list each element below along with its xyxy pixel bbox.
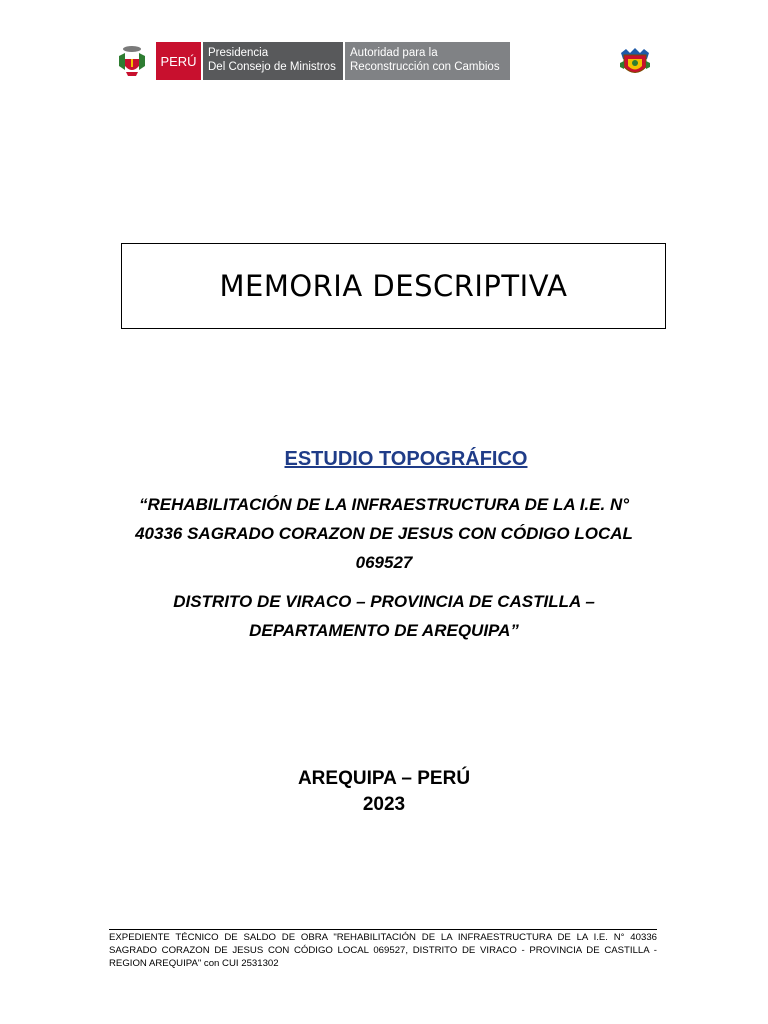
page-footer: EXPEDIENTE TÉCNICO DE SALDO DE OBRA "REHABILITACIÓN DE LA INFRAESTRUCTURA DE LA I.E. N° 40336 SAGRADO CORAZON DE JESUS CON CÓDIGO LOCAL 069527, DISTRITO DE VIRACO - PROVINCIA DE CASTILLA - REGION AREQUIPA" con CUI 2531302 <box>109 929 657 970</box>
place-and-year <box>0 766 768 818</box>
project-title <box>110 490 658 577</box>
project-title-line-2: 40336 SAGRADO CORAZON DE JESUS CON CÓDIGO LOCAL <box>135 524 633 543</box>
district-line-1: DISTRITO DE VIRACO – PROVINCIA DE CASTILLA – <box>173 592 595 611</box>
pcm-line-2: Del Consejo de Ministros <box>208 61 336 73</box>
peru-coat-of-arms-icon <box>115 44 149 78</box>
arcc-logo-box <box>345 42 510 80</box>
arcc-line-2: Reconstrucción con Cambios <box>350 61 500 73</box>
project-title-line-1: “REHABILITACIÓN DE LA INFRAESTRUCTURA DE LA I.E. N° <box>138 495 630 514</box>
pcm-logo-box <box>203 42 343 80</box>
document-title-box <box>121 243 666 329</box>
pcm-line-1: Presidencia <box>208 47 269 59</box>
study-title: ESTUDIO TOPOGRÁFICO <box>284 448 528 470</box>
document-title: MEMORIA DESCRIPTIVA <box>219 269 568 303</box>
project-title-line-3: 069527 <box>355 553 413 572</box>
regional-coat-of-arms-icon <box>618 45 652 79</box>
district-location <box>110 587 658 645</box>
place: AREQUIPA – PERÚ <box>297 768 471 789</box>
arcc-line-1: Autoridad para la <box>350 47 438 59</box>
header-logos <box>115 42 655 82</box>
peru-label: PERÚ <box>160 53 197 69</box>
year: 2023 <box>362 794 406 815</box>
peru-logo-box <box>156 42 201 80</box>
district-line-2: DEPARTAMENTO DE AREQUIPA” <box>249 621 519 640</box>
